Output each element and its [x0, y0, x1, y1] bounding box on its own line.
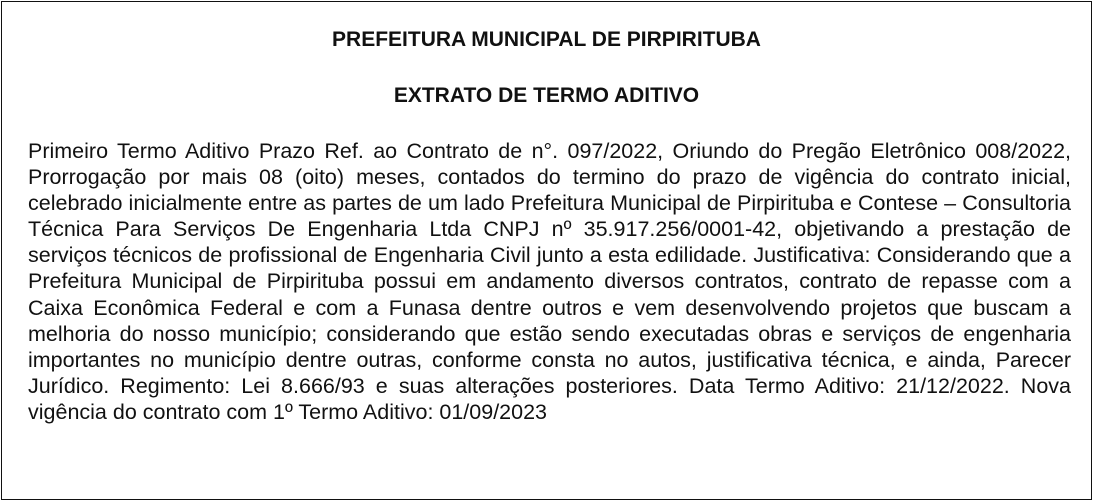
- notice-box: [1, 1, 1092, 500]
- institution-title: PREFEITURA MUNICIPAL DE PIRPIRITUBA: [332, 28, 761, 51]
- notice-body-paragraph: Primeiro Termo Aditivo Prazo Ref. ao Contrato de n°. 097/2022, Oriundo do Pregão Eletrônico 008/2022, Prorrogação por mais 08 (oito) meses, contados do termino do prazo de vigência do contrato inicial, celebrado inicialmente entre as partes de um lado Prefeitura Municipal de Pirpirituba e Contese – Consultoria Técnica Para Serviços De Engenharia Ltda CNPJ nº 35.917.256/0001-42, objetivando a prestação de serviços técnicos de profissional de Engenharia Civil junto a esta edilidade. Justificativa: Considerando que a Prefeitura Municipal de Pirpirituba possui em andamento diversos contratos, contrato de repasse com a Caixa Econômica Federal e com a Funasa dentre outros e vem desenvolvendo projetos que buscam a melhoria do nosso município; considerando que estão sendo executadas obras e serviços de engenharia importantes no município dentre outras, conforme consta no autos, justificativa técnica, e ainda, Parecer Jurídico. Regimento: Lei 8.666/93 e suas alterações posteriores. Data Termo Aditivo: 21/12/2022. Nova vigência do contrato com 1º Termo Aditivo: 01/09/2023: [28, 139, 1071, 424]
- document-title: EXTRATO DE TERMO ADITIVO: [393, 84, 700, 107]
